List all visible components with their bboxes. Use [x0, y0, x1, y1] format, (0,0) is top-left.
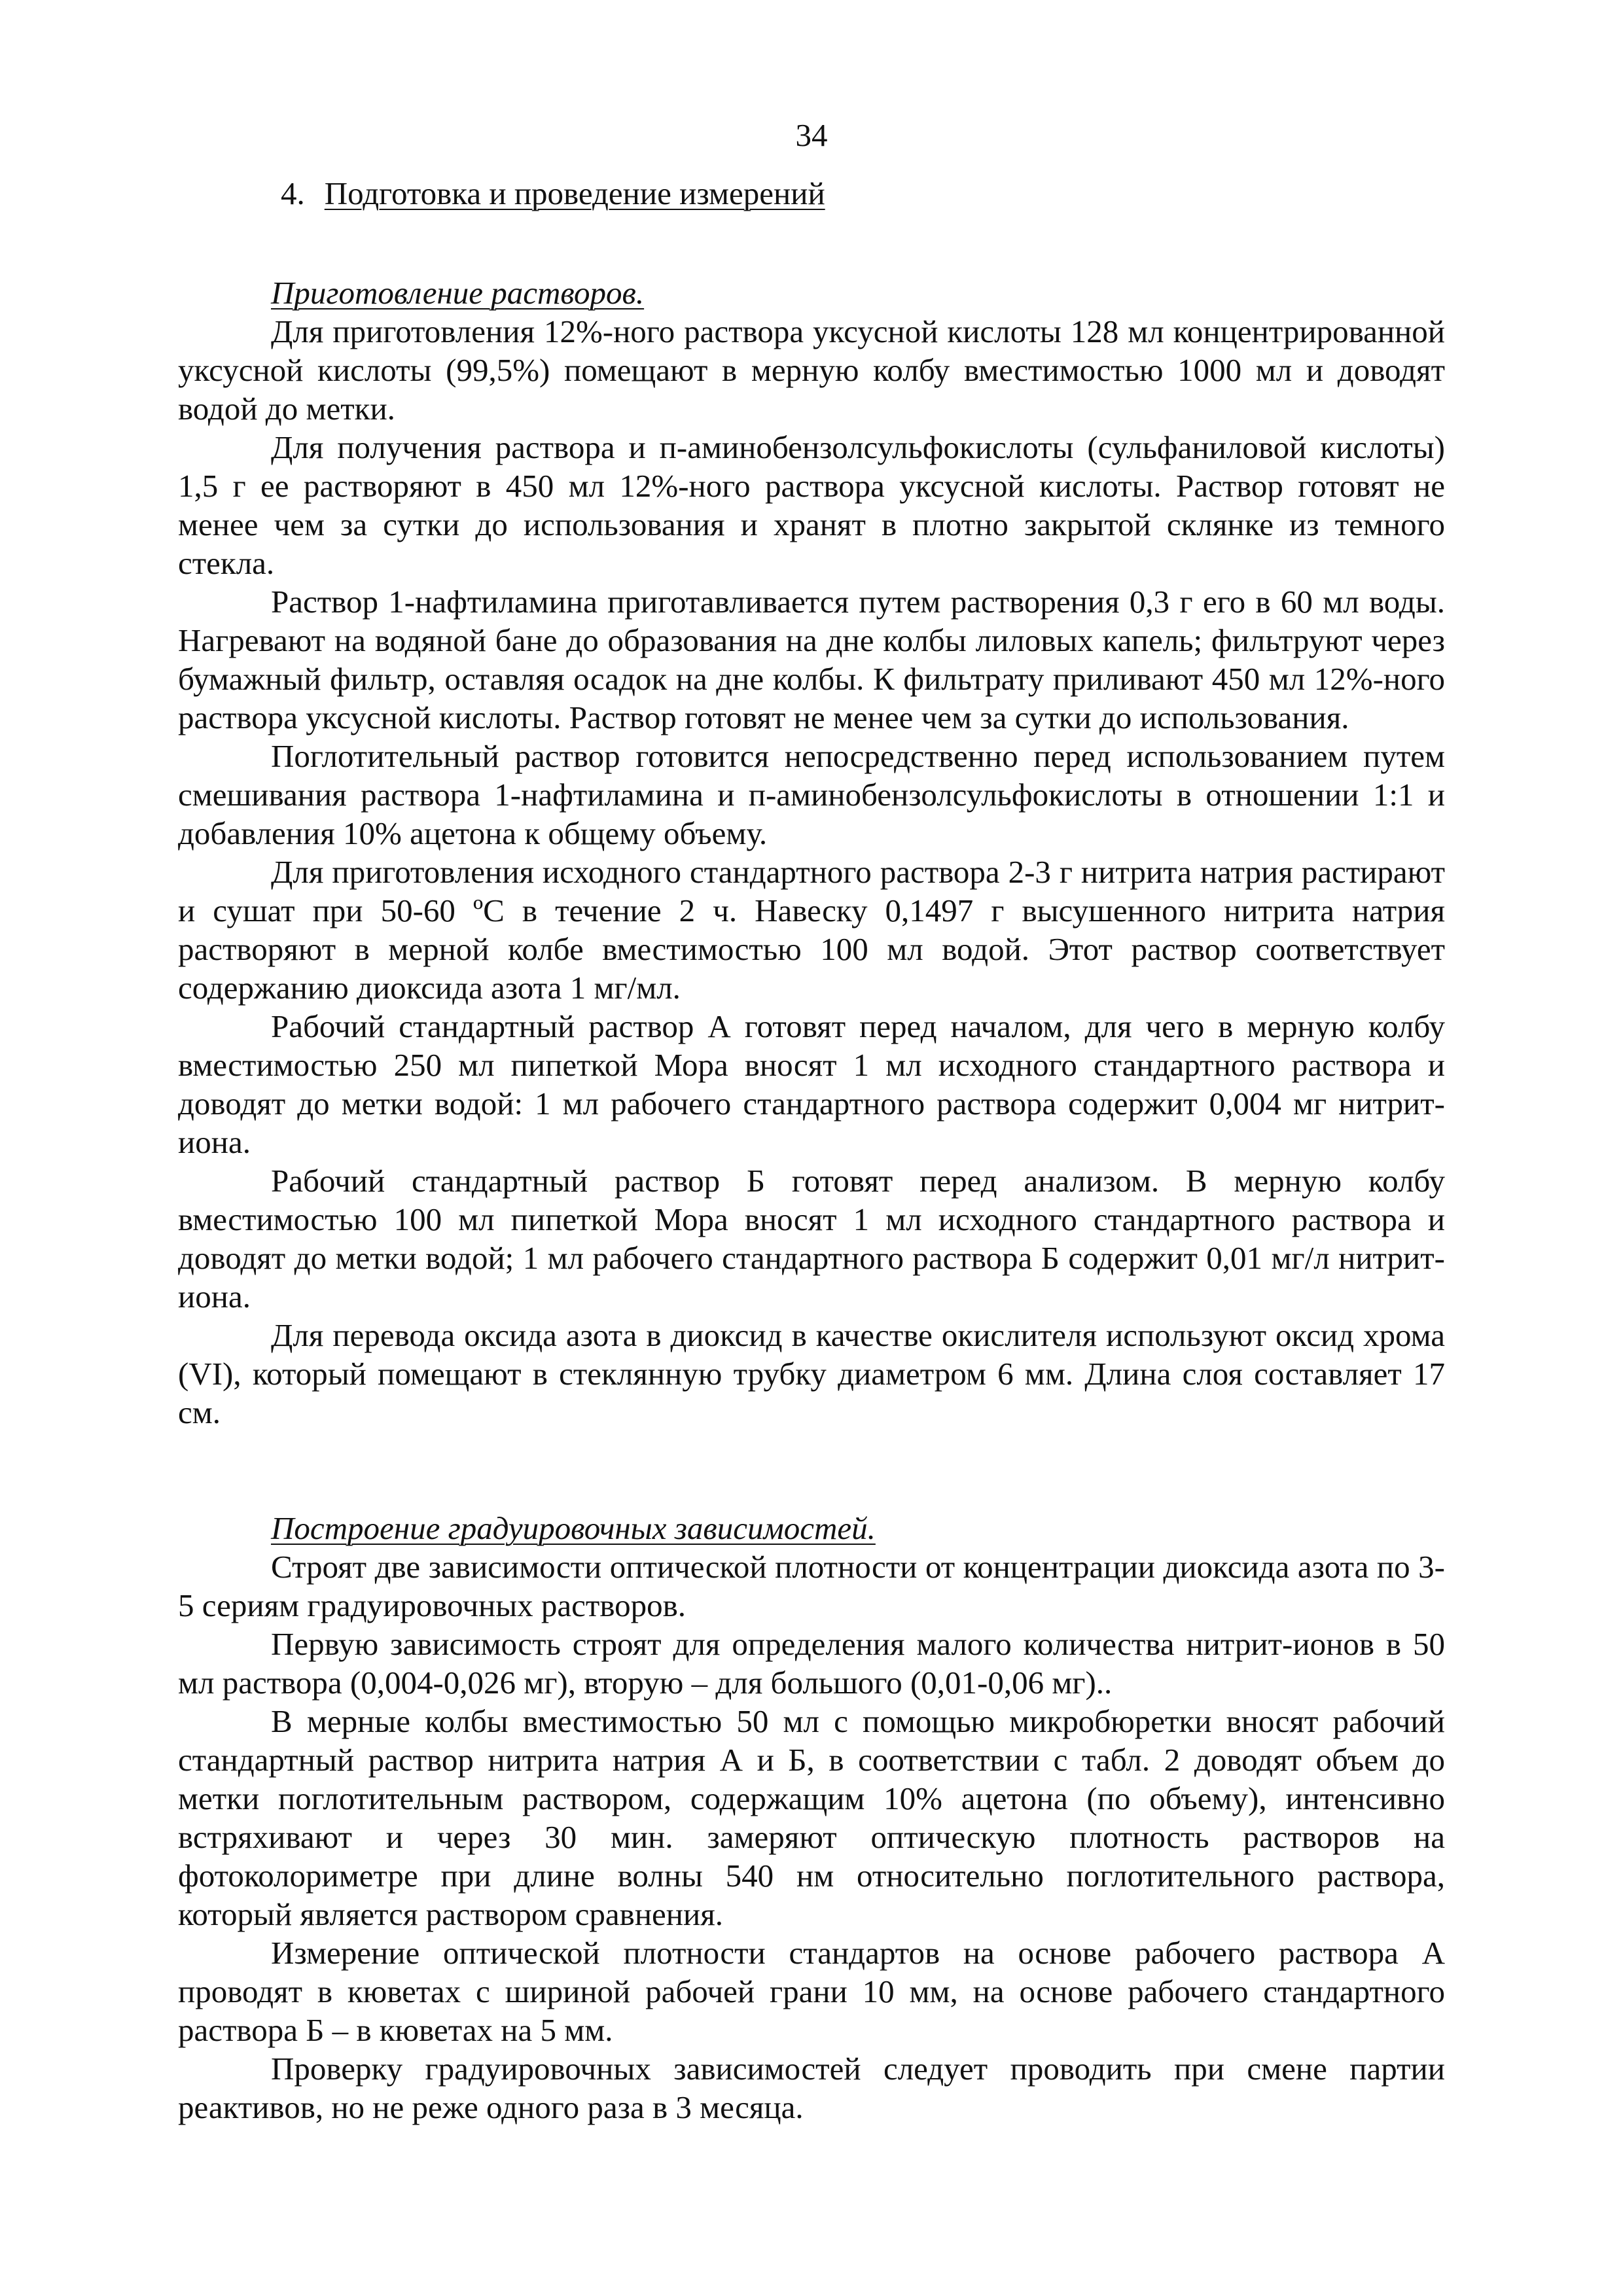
paragraph: Рабочий стандартный раствор Б готовят перед анализом. В мерную колбу вместимостью 100 мл пипеткой Мора вносят 1 мл исходного стандартного раствора и доводят до метки водой; 1 мл рабочего стандартного раствора Б содержит 0,01 мг/л нитрит-иона.: [178, 1163, 1445, 1315]
subsection-title-solutions: Приготовление растворов.: [271, 275, 645, 311]
page-number: 34: [795, 117, 828, 153]
paragraph: Проверку градуировочных зависимостей следует проводить при смене партии реактивов, но не реже одного раза в 3 месяца.: [178, 2051, 1445, 2125]
paragraph: Первую зависимость строят для определения малого количества нитрит-ионов в 50 мл раствора (0,004-0,026 мг), вторую – для большого (0,01-0,06 мг)..: [178, 1626, 1445, 1701]
paragraph: В мерные колбы вместимостью 50 мл с помощью микробюретки вносят рабочий стандартный раствор нитрита натрия А и Б, в соответствии с табл. 2 доводят объем до метки поглотительным раствором, содержащим 10% ацетона (по объему), интенсивно встряхивают и через 30 мин. замеряют оптическую плотность растворов на фотоколориметре при длине волны 540 нм относительно поглотительного раствора, который является раствором сравнения.: [178, 1703, 1445, 1932]
section-number: 4.: [281, 175, 305, 211]
section-title: Подготовка и проведение измерений: [324, 175, 825, 211]
paragraph: Для приготовления исходного стандартного раствора 2-3 г нитрита натрия растирают и сушат при 50-60 ºС в течение 2 ч. Навеску 0,1497 г высушенного нитрита натрия растворяют в мерной колбе вместимостью 100 мл водой. Этот раствор соответствует содержанию диоксида азота 1 мг/мл.: [178, 854, 1445, 1006]
paragraph: Раствор 1-нафтиламина приготавливается путем растворения 0,3 г его в 60 мл воды. Нагревают на водяной бане до образования на дне колбы лиловых капель; фильтруют через бумажный фильтр, оставляя осадок на дне колбы. К фильтрату приливают 450 мл 12%-ного раствора уксусной кислоты. Раствор готовят не менее чем за сутки до использования.: [178, 584, 1445, 735]
paragraph: Строят две зависимости оптической плотности от концентрации диоксида азота по 3-5 сериям градуировочных растворов.: [178, 1549, 1445, 1623]
document-body: [178, 174, 1445, 2127]
paragraph: Для получения раствора и п-аминобензолсульфокислоты (сульфаниловой кислоты) 1,5 г ее растворяют в 450 мл 12%-ного раствора уксусной кислоты. Раствор готовят не менее чем за сутки до использования и хранят в плотно закрытой склянке из темного стекла.: [178, 429, 1445, 581]
paragraph: Измерение оптической плотности стандартов на основе рабочего раствора А проводят в кюветах с шириной рабочей грани 10 мм, на основе рабочего стандартного раствора Б – в кюветах на 5 мм.: [178, 1935, 1445, 2048]
paragraph: Для приготовления 12%-ного раствора уксусной кислоты 128 мл концентрированной уксусной кислоты (99,5%) помещают в мерную колбу вместимостью 1000 мл и доводят водой до метки.: [178, 313, 1445, 427]
subsection-title-calibration: Построение градуировочных зависимостей.: [271, 1510, 876, 1546]
paragraph: Рабочий стандартный раствор А готовят перед началом, для чего в мерную колбу вместимостью 250 мл пипеткой Мора вносят 1 мл исходного стандартного раствора и доводят до метки водой: 1 мл рабочего стандартного раствора содержит 0,004 мг нитрит-иона.: [178, 1008, 1445, 1160]
paragraph: Поглотительный раствор готовится непосредственно перед использованием путем смешивания раствора 1-нафтиламина и п-аминобензолсульфокислоты в отношении 1:1 и добавления 10% ацетона к общему объему.: [178, 738, 1445, 851]
paragraph: Для перевода оксида азота в диоксид в качестве окислителя используют оксид хрома (VI), который помещают в стеклянную трубку диаметром 6 мм. Длина слоя составляет 17 см.: [178, 1317, 1445, 1430]
section-heading: [178, 174, 1445, 213]
